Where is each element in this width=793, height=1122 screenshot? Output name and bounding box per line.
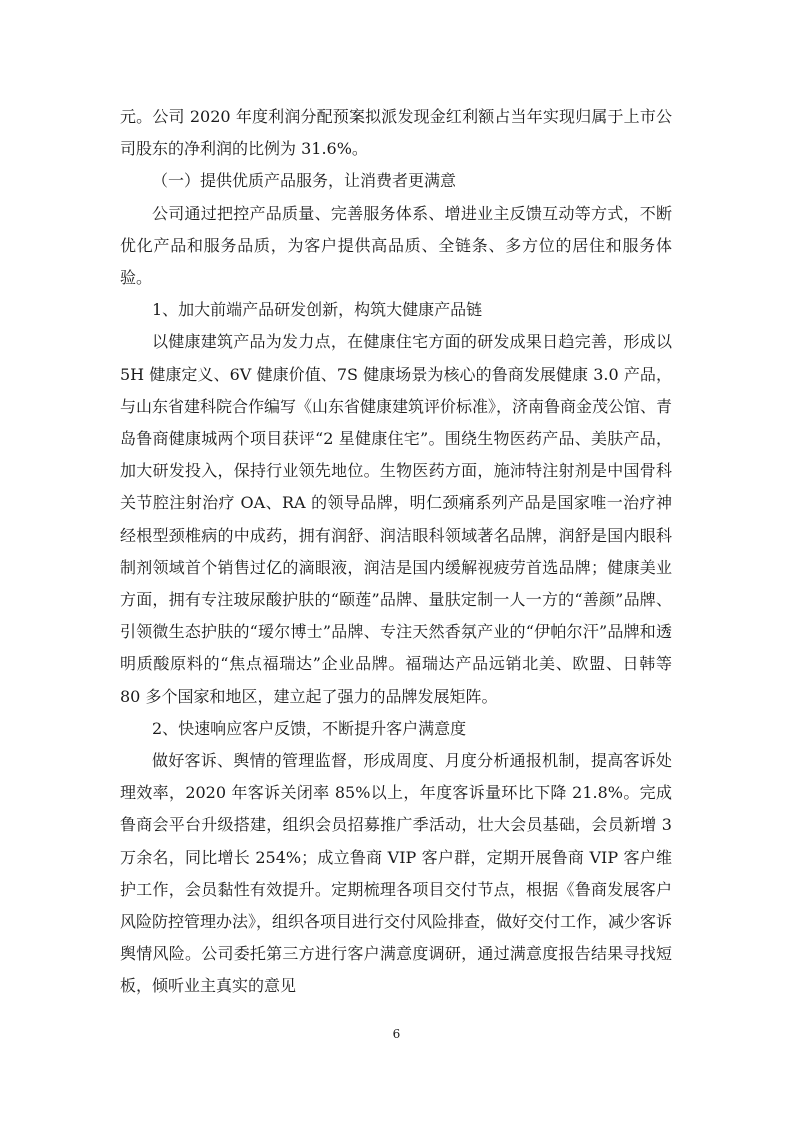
- subsection-heading-1: 1、加大前端产品研发创新，构筑大健康产品链: [152, 300, 483, 320]
- paragraph-health-products: 以健康建筑产品为发力点，在健康住宅方面的研发成果日趋完善，形成以 5H 健康定义、6V 健康价值、7S 健康场景为核心的鲁商发展健康 3.0 产品，与山东省建科院合作编写《山东省健康建筑评价标准》，济南鲁商金茂公馆、青岛鲁商健康城两个项目获评“2 星健康住宅”。围绕生物医药产品、美肤产品，加大研发投入，保持行业领先地位。生物医药方面，施沛特注射剂是中国骨科关节腔注射治疗 OA、RA 的领导品牌，明仁颈痛系列产品是国家唯一治疗神经根型颈椎病的中成药，拥有润舒、润洁眼科领域著名品牌，润舒是国内眼科制剂领域首个销售过亿的滴眼液，润洁是国内缓解视疲劳首选品牌；健康美业方面，拥有专注玻尿酸护肤的“颐莲”品牌、量肤定制一人一方的“善颜”品牌、引领微生态护肤的“瑷尔博士”品牌、专注天然香氛产业的“伊帕尔汗”品牌和透明质酸原料的“焦点福瑞达”企业品牌。福瑞达产品远销北美、欧盟、日韩等 80 多个国家和地区，建立起了强力的品牌发展矩阵。: [120, 332, 673, 706]
- section-heading-1: （一）提供优质产品服务，让消费者更满意: [152, 171, 457, 191]
- page-number: 6: [392, 1027, 401, 1041]
- subsection-heading-2: 2、快速响应客户反馈，不断提升客户满意度: [152, 718, 467, 738]
- paragraph-customer-feedback: 做好客诉、舆情的管理监督，形成周度、月度分析通报机制，提高客诉处理效率，2020 年客诉关闭率 85%以上，年度客诉量环比下降 21.8%。完成鲁商会平台升级搭建，组织会员招募推广季活动，壮大会员基础，会员新增 3 万余名，同比增长 254%；成立鲁商 VIP 客户群，定期开展鲁商 VIP 客户维护工作，会员黏性有效提升。定期梳理各项目交付节点，根据《鲁商发展客户风险防控管理办法》，组织各项目进行交付风险排查，做好交付工作，减少客诉舆情风险。公司委托第三方进行客户满意度调研，通过满意度报告结果寻找短板，倾听业主真实的意见: [120, 751, 673, 996]
- paragraph-intro: 公司通过把控产品质量、完善服务体系、增进业主反馈互动等方式，不断优化产品和服务品质，为客户提供高品质、全链条、多方位的居住和服务体验。: [120, 203, 672, 288]
- body-text: [120, 101, 672, 1003]
- paragraph-continuation: 元。公司 2020 年度利润分配预案拟派发现金红利额占当年实现归属于上市公司股东的净利润的比例为 31.6%。: [120, 107, 672, 159]
